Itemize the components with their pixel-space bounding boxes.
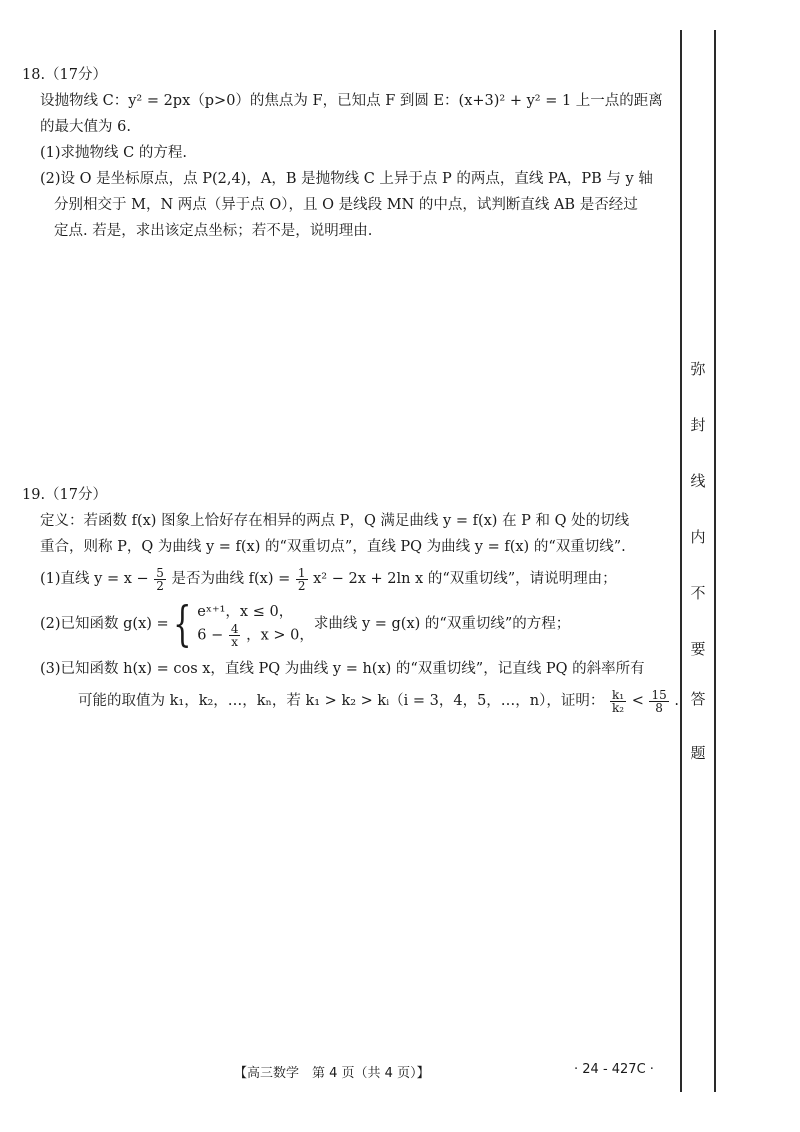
part3-text-a: 可能的取值为 k₁，k₂，…，kₙ，若 k₁ > k₂ > kᵢ（i = 3，4，5，…，n），证明： bbox=[78, 693, 605, 709]
fraction-denominator: 2 bbox=[297, 578, 306, 593]
fraction-k1-over-k2 bbox=[610, 689, 626, 714]
part2-text-a: (2)已知函数 g(x) = bbox=[40, 616, 169, 632]
piecewise-expression bbox=[40, 596, 571, 652]
binding-line-left bbox=[680, 30, 682, 1092]
part1-text-c: x² − 2x + 2ln x 的“双重切线”，请说明理由； bbox=[313, 571, 617, 587]
sidebar-char: 封 bbox=[690, 416, 706, 434]
case-2 bbox=[197, 623, 314, 648]
less-than-sign: < bbox=[631, 693, 644, 709]
fraction-numerator: k₁ bbox=[612, 687, 625, 702]
fraction-one-half bbox=[296, 567, 308, 592]
sidebar-char: 线 bbox=[690, 472, 706, 490]
question-18 bbox=[22, 62, 662, 244]
footer-page-info: 【高三数学 第 4 页（共 4 页）】 bbox=[234, 1066, 430, 1081]
part1-text-b: 是否为曲线 f(x) = bbox=[171, 571, 291, 587]
question-18-part2-line3: 定点. 若是，求出该定点坐标；若不是，说明理由. bbox=[54, 223, 373, 239]
question-18-intro-line2: 的最大值为 6. bbox=[40, 119, 131, 135]
question-19-header: 19.（17分） bbox=[22, 487, 108, 503]
binding-line-right bbox=[714, 30, 716, 1092]
question-18-part2-line2: 分别相交于 M，N 两点（异于点 O），且 O 是线段 MN 的中点，试判断直线 AB 是否经过 bbox=[54, 197, 638, 213]
question-19-definition-line1: 定义：若函数 f(x) 图象上恰好存在相异的两点 P，Q 满足曲线 y = f(x) 在 P 和 Q 处的切线 bbox=[40, 513, 630, 529]
fraction-denominator: k₂ bbox=[612, 700, 625, 715]
part2-text-b: 求曲线 y = g(x) 的“双重切线”的方程； bbox=[313, 616, 571, 632]
fraction-four-over-x bbox=[229, 623, 241, 648]
fraction-denominator: 2 bbox=[156, 578, 164, 593]
sidebar-char: 题 bbox=[690, 744, 706, 762]
piecewise-cases bbox=[197, 601, 314, 648]
fraction-numerator: 15 bbox=[651, 687, 667, 702]
part1-text-a: (1)直线 y = x − bbox=[40, 571, 149, 587]
sidebar-char: 不 bbox=[690, 584, 706, 602]
question-19-part1 bbox=[40, 566, 662, 592]
question-18-intro-line1: 设抛物线 C：y² = 2px（p>0）的焦点为 F，已知点 F 到圆 E：(x+3)² + y² = 1 上一点的距离 bbox=[40, 93, 663, 109]
case-1: eˣ⁺¹，x ≤ 0， bbox=[197, 603, 294, 620]
fraction-denominator: 8 bbox=[655, 700, 663, 715]
fraction-five-halves bbox=[154, 567, 166, 592]
question-18-part1: (1)求抛物线 C 的方程. bbox=[40, 145, 187, 161]
question-18-part2-line1: (2)设 O 是坐标原点，点 P(2,4)，A，B 是抛物线 C 上异于点 P 的两点，直线 PA，PB 与 y 轴 bbox=[40, 171, 653, 187]
left-brace-icon: { bbox=[172, 596, 192, 652]
period: . bbox=[674, 693, 679, 709]
fraction-denominator: x bbox=[231, 634, 239, 649]
sidebar-char: 要 bbox=[690, 640, 706, 658]
question-19 bbox=[22, 482, 679, 715]
question-19-part3-line1: (3)已知函数 h(x) = cos x，直线 PQ 为曲线 y = h(x) 的“双重切线”，记直线 PQ 的斜率所有 bbox=[40, 661, 645, 677]
fraction-numerator: 1 bbox=[297, 565, 306, 580]
fraction-numerator: 5 bbox=[156, 565, 164, 580]
sidebar-char: 答 bbox=[690, 690, 706, 708]
question-19-part3-line2 bbox=[40, 687, 679, 715]
fraction-fifteen-eighths bbox=[649, 689, 668, 714]
case-2-text-b: ，x > 0， bbox=[246, 627, 314, 643]
sidebar-char: 内 bbox=[690, 528, 706, 546]
footer-paper-code: · 24 - 427C · bbox=[574, 1062, 654, 1077]
fraction-numerator: 4 bbox=[230, 621, 239, 636]
question-19-part2 bbox=[40, 596, 662, 652]
question-19-definition-line2: 重合，则称 P，Q 为曲线 y = f(x) 的“双重切点”，直线 PQ 为曲线 y = f(x) 的“双重切线”. bbox=[40, 539, 626, 555]
sidebar-char: 弥 bbox=[690, 360, 706, 378]
case-2-text-a: 6 − bbox=[197, 627, 224, 643]
question-18-header: 18.（17分） bbox=[22, 67, 108, 83]
